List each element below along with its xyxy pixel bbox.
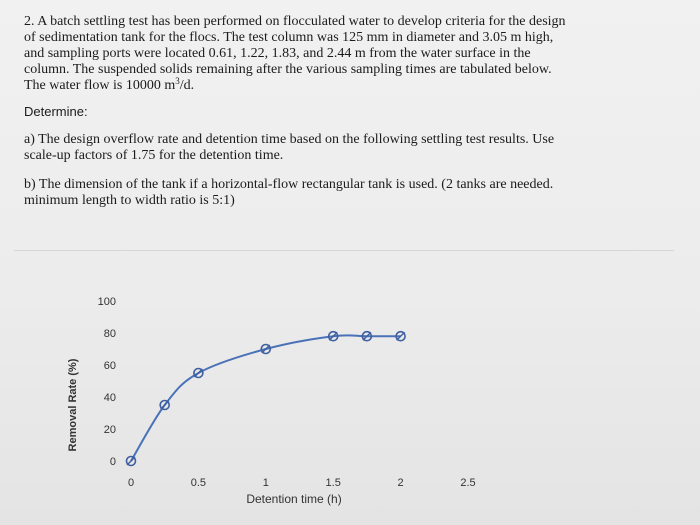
x-tick-label: 2 [397, 477, 404, 489]
x-tick-label: 0 [127, 477, 135, 489]
x-axis-label: Detention time (h) [246, 492, 342, 506]
flow-exponent: 3 [175, 76, 180, 86]
flow-statement [24, 78, 194, 93]
determine-heading: Determine: [24, 104, 88, 119]
part-a-line-2: scale-up factors of 1.75 for the detention time. [24, 148, 284, 163]
y-tick-label: 40 [103, 392, 116, 404]
y-tick-label: 60 [103, 360, 116, 372]
part-b-line-1: b) The dimension of the tank if a horizontal-flow rectangular tank is used. (2 tanks are needed. [24, 177, 554, 192]
x-tick-label: 1.5 [325, 477, 341, 489]
y-tick-label: 80 [103, 328, 116, 340]
series-markers [127, 332, 406, 466]
x-tick-label: 2.5 [460, 477, 476, 489]
intro-line-2: of sedimentation tank for the flocs. The test column was 125 mm in diameter and 3.05 m high, [24, 30, 554, 45]
intro-line-3: and sampling ports were located 0.61, 1.22, 1.83, and 2.44 m from the water surface in the [24, 46, 531, 61]
problem-statement [24, 14, 624, 222]
y-axis-ticks [98, 296, 116, 468]
intro-line-1: 2. A batch settling test has been performed on flocculated water to develop criteria for the design [24, 14, 566, 29]
flow-suffix: /d. [179, 78, 195, 93]
part-a [24, 132, 624, 164]
chart-svg [40, 275, 520, 510]
y-axis-label: Removal Rate (%) [67, 358, 79, 452]
removal-rate-chart [40, 275, 520, 510]
y-tick-label: 0 [109, 456, 116, 468]
x-tick-label: 0.5 [190, 477, 207, 489]
part-b-line-2: minimum length to width ratio is 5:1) [24, 193, 235, 208]
problem-intro [24, 14, 624, 94]
flow-prefix: The water flow is 10000 m [24, 78, 176, 93]
part-a-line-1: a) The design overflow rate and detention time based on the following settling test results. Use [24, 132, 555, 147]
x-tick-label: 1 [262, 477, 269, 489]
y-tick-label: 100 [97, 296, 116, 308]
x-axis-ticks [128, 477, 476, 489]
intro-line-4: column. The suspended solids remaining after the various sampling times are tabulated below. [24, 62, 552, 77]
part-b [24, 177, 624, 209]
y-tick-label: 20 [103, 424, 116, 436]
section-divider [14, 250, 674, 251]
